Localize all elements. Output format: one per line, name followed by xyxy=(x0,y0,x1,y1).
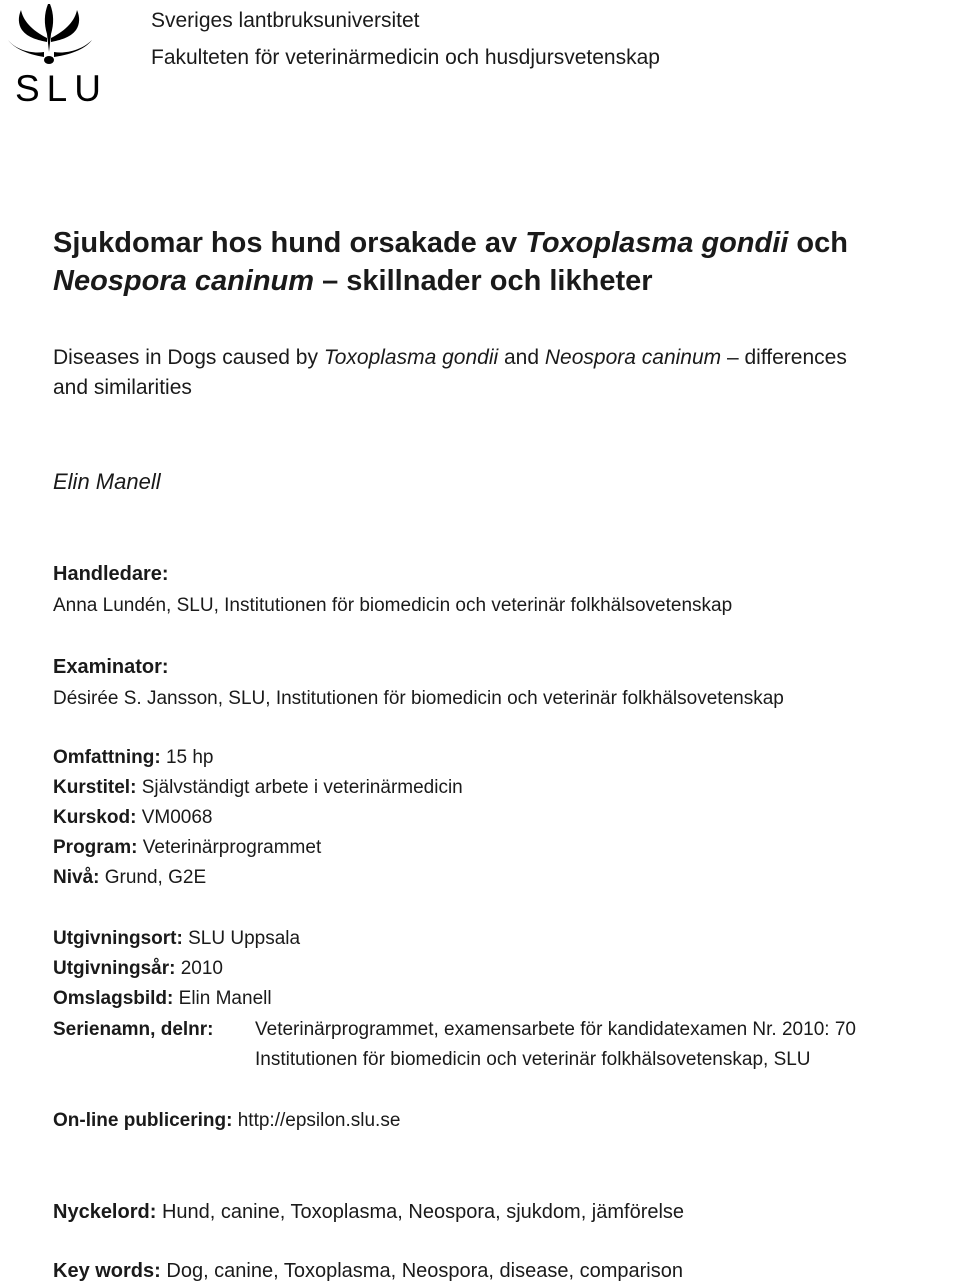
year-value: 2010 xyxy=(180,958,224,979)
series-line-1: Veterinärprogrammet, examensarbete för kandidatexamen Nr. 2010: 70 xyxy=(255,1019,856,1040)
course-title-value: Självständigt arbete i veterinärmedicin xyxy=(141,777,463,798)
level-label: Nivå: xyxy=(53,867,100,888)
supervisor-label: Handledare: xyxy=(53,563,169,585)
course-title-row xyxy=(53,777,463,799)
subtitle-species-1: Toxoplasma gondii xyxy=(323,346,499,369)
program-label: Program: xyxy=(53,837,138,858)
online-link[interactable]: http://epsilon.slu.se xyxy=(237,1110,401,1131)
thesis-subtitle xyxy=(53,343,847,403)
level-row xyxy=(53,867,206,889)
keywords-sv-value: Hund, canine, Toxoplasma, Neospora, sjukdom, jämförelse xyxy=(161,1201,685,1223)
slu-emblem-icon xyxy=(4,2,96,72)
faculty-name: Fakulteten för veterinärmedicin och husdjursvetenskap xyxy=(151,46,660,69)
series-label: Serienamn, delnr: xyxy=(53,1019,214,1040)
course-code-label: Kurskod: xyxy=(53,807,137,828)
title-species-1: Toxoplasma gondii xyxy=(525,227,789,259)
place-value: SLU Uppsala xyxy=(188,928,301,949)
title-species-2: Neospora caninum xyxy=(53,265,315,297)
scope-label: Omfattning: xyxy=(53,747,161,768)
author-name: Elin Manell xyxy=(53,469,161,494)
course-title-label: Kurstitel: xyxy=(53,777,137,798)
keywords-en-row xyxy=(53,1260,683,1283)
subtitle-part-2: and xyxy=(498,346,545,369)
cover-value: Elin Manell xyxy=(178,988,272,1009)
examiner-label: Examinator: xyxy=(53,656,169,678)
title-part-2: och xyxy=(788,227,848,259)
program-row xyxy=(53,837,321,859)
keywords-en-value: Dog, canine, Toxoplasma, Neospora, disease, comparison xyxy=(166,1260,683,1282)
cover-label: Omslagsbild: xyxy=(53,988,174,1009)
keywords-en-label: Key words: xyxy=(53,1260,161,1282)
thesis-title xyxy=(53,224,848,300)
online-label: On-line publicering: xyxy=(53,1110,233,1131)
year-label: Utgivningsår: xyxy=(53,958,176,979)
course-code-row xyxy=(53,807,212,829)
program-value: Veterinärprogrammet xyxy=(142,837,322,858)
level-value: Grund, G2E xyxy=(104,867,207,888)
subtitle-part-1: Diseases in Dogs caused by xyxy=(53,346,324,369)
title-part-1: Sjukdomar hos hund orsakade av xyxy=(53,227,526,259)
examiner-value: Désirée S. Jansson, SLU, Institutionen för biomedicin och veterinär folkhälsovetenskap xyxy=(53,688,784,709)
online-row xyxy=(53,1110,400,1132)
slu-logo-text: SLU xyxy=(15,68,108,109)
subtitle-line-2: and similarities xyxy=(53,376,192,399)
title-part-3: – skillnader och likheter xyxy=(314,265,653,297)
subtitle-part-3: – differences xyxy=(721,346,847,369)
year-row xyxy=(53,958,223,980)
keywords-sv-row xyxy=(53,1201,684,1224)
series-line-2: Institutionen för biomedicin och veterinär folkhälsovetenskap, SLU xyxy=(255,1049,811,1070)
keywords-sv-label: Nyckelord: xyxy=(53,1201,157,1223)
scope-value: 15 hp xyxy=(165,747,214,768)
place-label: Utgivningsort: xyxy=(53,928,183,949)
subtitle-species-2: Neospora caninum xyxy=(544,346,722,369)
course-code-value: VM0068 xyxy=(141,807,213,828)
place-row xyxy=(53,928,300,950)
slu-logo xyxy=(4,2,108,109)
scope-row xyxy=(53,747,213,769)
university-name: Sveriges lantbruksuniversitet xyxy=(151,9,420,32)
supervisor-value: Anna Lundén, SLU, Institutionen för biomedicin och veterinär folkhälsovetenskap xyxy=(53,595,733,616)
cover-row xyxy=(53,988,272,1010)
